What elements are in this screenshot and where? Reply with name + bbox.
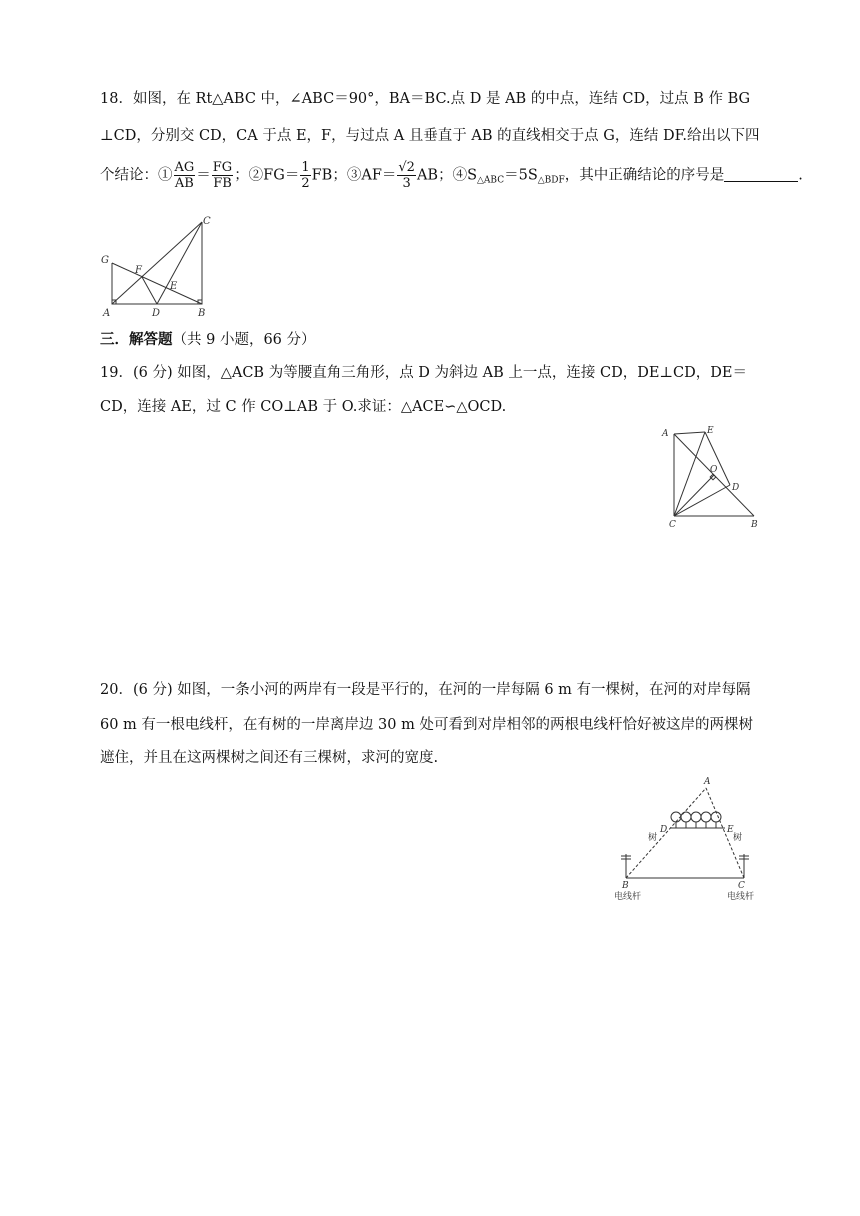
frac-den: 3 xyxy=(402,176,411,191)
label-a: A xyxy=(103,308,111,319)
frac-den: FB xyxy=(213,176,232,191)
label-pole-left: 电线杆 xyxy=(614,892,642,902)
tree-icon xyxy=(691,812,701,822)
subscript-abc: △ABC xyxy=(477,175,505,186)
segment-ce xyxy=(674,432,705,516)
subscript-bdf: △BDF xyxy=(537,175,565,186)
q20-line1: 20．(6 分) 如图，一条小河的两岸有一段是平行的，在河的一岸每隔 6 m 有一棵树，在河的对岸每隔 xyxy=(100,682,751,698)
q18-line2: ⊥CD，分别交 CD，CA 于点 E，F，与过点 A 且垂直于 AB 的直线相交于点 G，连结 DF.给出以下四 xyxy=(100,128,760,144)
label-c: C xyxy=(738,881,745,891)
q20-line3: 遮住，并且在这两棵树之间还有三棵树，求河的宽度. xyxy=(100,750,439,766)
label-c: C xyxy=(203,216,211,227)
label-e: E xyxy=(707,426,714,436)
q19-line1: 19．(6 分) 如图，△ACB 为等腰直角三角形，点 D 为斜边 AB 上一点，连接 CD，DE⊥CD，DE＝ xyxy=(100,365,747,381)
label-tree-right: 树 xyxy=(733,833,743,843)
segment-ed xyxy=(705,432,730,485)
label-d: D xyxy=(660,825,668,835)
label-f: F xyxy=(135,265,142,276)
label-d: D xyxy=(732,483,740,493)
frac-den: AB xyxy=(174,176,194,191)
right-angle-o xyxy=(710,474,716,480)
q19-line2: CD，连接 AE，过 C 作 CO⊥AB 于 O.求证：△ACE∽△OCD. xyxy=(100,399,507,415)
segment-cd xyxy=(674,485,730,516)
fraction-one-half xyxy=(300,160,310,191)
q19-figure xyxy=(658,424,768,532)
equals-five-s: ＝5S xyxy=(504,167,538,184)
frac-num: AG xyxy=(174,160,195,175)
segment-ac xyxy=(112,222,202,304)
segment-co xyxy=(674,475,714,516)
q18-line3 xyxy=(100,160,803,196)
frac-den: 2 xyxy=(301,176,310,191)
label-g: G xyxy=(101,255,109,266)
fraction-root2-over-3 xyxy=(397,160,416,191)
fraction-ag-ab xyxy=(174,160,196,191)
frac-num: √2 xyxy=(398,160,415,175)
label-d: D xyxy=(152,308,161,319)
tree-row xyxy=(671,812,721,828)
conclusion-2-text: ；②FG＝ xyxy=(234,167,300,184)
segment-dc xyxy=(157,222,202,304)
label-b: B xyxy=(198,308,206,319)
question-prompt: ，其中正确结论的序号是 xyxy=(564,167,725,184)
q18-line1: 18．如图，在 Rt△ABC 中，∠ABC＝90°，BA＝BC.点 D 是 AB 的中点，连结 CD，过点 B 作 BG xyxy=(100,91,751,107)
section-note: （共 9 小题，66 分） xyxy=(172,332,316,348)
label-c: C xyxy=(669,520,676,530)
label-o: O xyxy=(710,465,718,475)
q20-line2: 60 m 有一根电线杆，在有树的一岸离岸边 30 m 处可看到对岸相邻的两根电线杆恰好被这岸的两棵树 xyxy=(100,717,753,733)
q20-figure xyxy=(610,774,765,904)
frac-num: FG xyxy=(212,160,233,175)
segment-df xyxy=(142,277,157,304)
segment-ae xyxy=(674,432,705,434)
fraction-fg-fb xyxy=(212,160,233,191)
segment-gb xyxy=(112,263,202,304)
label-pole-right: 电线杆 xyxy=(727,892,755,902)
tree-icon xyxy=(671,812,681,822)
label-a: A xyxy=(704,777,711,787)
q18-figure xyxy=(95,210,220,322)
tree-icon xyxy=(701,812,711,822)
tree-icon xyxy=(681,812,691,822)
q18-conclusions-prefix: 个结论：① xyxy=(100,167,173,184)
conclusion-4-text: AB；④S xyxy=(416,167,477,184)
label-tree-left: 树 xyxy=(648,833,658,843)
section-title: 三．解答题 xyxy=(100,331,173,348)
conclusion-3-text: FB；③AF＝ xyxy=(311,167,397,184)
label-e: E xyxy=(727,825,734,835)
tree-icon xyxy=(711,812,721,822)
section-heading xyxy=(100,330,316,350)
label-a: A xyxy=(662,429,669,439)
label-b: B xyxy=(751,520,758,530)
label-b: B xyxy=(622,881,629,891)
equals-sign: ＝ xyxy=(196,167,211,184)
answer-blank[interactable] xyxy=(724,167,798,182)
frac-num: 1 xyxy=(301,160,310,175)
label-e: E xyxy=(170,281,178,292)
period: . xyxy=(798,167,803,184)
